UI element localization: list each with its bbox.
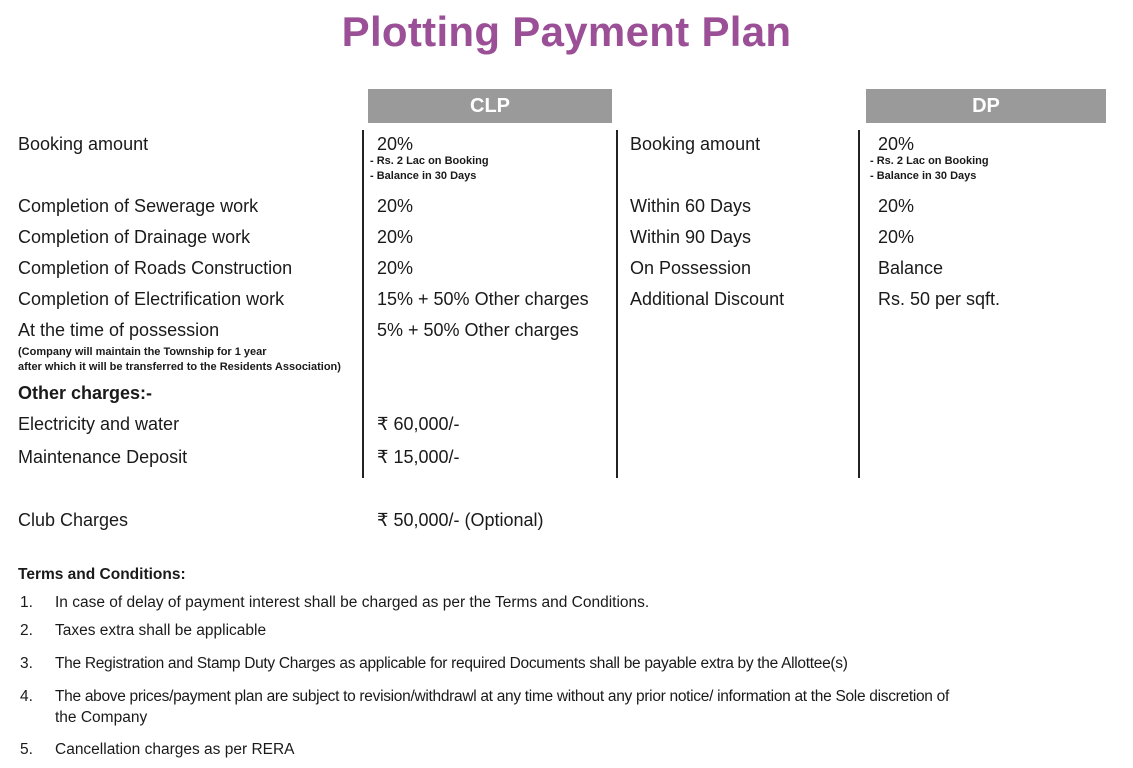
clp-value-sewerage: 20% bbox=[377, 196, 414, 216]
clp-value-drainage: 20% bbox=[377, 227, 414, 247]
possession-note-line1: (Company will maintain the Township for 1 year bbox=[18, 346, 267, 358]
dp-value-booking: 20% bbox=[878, 134, 915, 154]
dp-label-discount: Additional Discount bbox=[630, 289, 785, 309]
clp-booking-note-1: - Rs. 2 Lac on Booking bbox=[370, 155, 489, 167]
term-text-4-continued: the Company bbox=[55, 709, 148, 726]
dp-value-possession: Balance bbox=[878, 258, 944, 278]
term-number-5: 5. bbox=[20, 741, 33, 758]
dp-label-possession: On Possession bbox=[630, 258, 752, 278]
other-charge-label-electricity: Electricity and water bbox=[18, 414, 180, 434]
dp-label-60days: Within 60 Days bbox=[630, 196, 752, 216]
term-text-1: In case of delay of payment interest shall be charged as per the Terms and Conditions. bbox=[55, 594, 650, 611]
clp-value-booking: 20% bbox=[377, 134, 414, 154]
term-number-4: 4. bbox=[20, 688, 33, 705]
term-text-2: Taxes extra shall be applicable bbox=[55, 622, 267, 639]
term-number-2: 2. bbox=[20, 622, 33, 639]
clp-header: CLP bbox=[368, 89, 612, 123]
other-charge-value-maintenance: ₹ 15,000/- bbox=[377, 447, 460, 467]
dp-value-60days: 20% bbox=[878, 196, 915, 216]
clp-value-roads: 20% bbox=[377, 258, 414, 278]
clp-label-roads: Completion of Roads Construction bbox=[18, 258, 293, 278]
clp-label-sewerage: Completion of Sewerage work bbox=[18, 196, 259, 216]
dp-value-discount: Rs. 50 per sqft. bbox=[878, 289, 1001, 309]
dp-value-90days: 20% bbox=[878, 227, 915, 247]
dp-separator bbox=[858, 130, 860, 478]
club-charges-label: Club Charges bbox=[18, 510, 129, 530]
clp-label-possession: At the time of possession bbox=[18, 320, 220, 340]
terms-heading: Terms and Conditions: bbox=[18, 566, 186, 583]
term-number-3: 3. bbox=[20, 655, 33, 672]
dp-booking-note-1: - Rs. 2 Lac on Booking bbox=[870, 155, 989, 167]
dp-header: DP bbox=[866, 89, 1106, 123]
other-charge-value-electricity: ₹ 60,000/- bbox=[377, 414, 460, 434]
term-number-1: 1. bbox=[20, 594, 33, 611]
club-charges-value: ₹ 50,000/- (Optional) bbox=[377, 510, 544, 530]
other-charge-label-maintenance: Maintenance Deposit bbox=[18, 447, 188, 467]
page-title: Plotting Payment Plan bbox=[341, 8, 792, 55]
dp-label-90days: Within 90 Days bbox=[630, 227, 752, 247]
clp-label-electrification: Completion of Electrification work bbox=[18, 289, 285, 309]
clp-separator bbox=[362, 130, 364, 478]
dp-left-separator bbox=[616, 130, 618, 478]
clp-label-booking: Booking amount bbox=[18, 134, 149, 154]
possession-note-line2: after which it will be transferred to the Residents Association) bbox=[18, 361, 341, 373]
term-text-5: Cancellation charges as per RERA bbox=[55, 741, 295, 758]
other-charges-heading: Other charges:- bbox=[18, 383, 153, 403]
clp-value-possession: 5% + 50% Other charges bbox=[377, 320, 579, 340]
term-text-4: The above prices/payment plan are subject to revision/withdrawl at any time without any prior notice/ information at the Sole discretion of bbox=[55, 688, 949, 705]
term-text-3: The Registration and Stamp Duty Charges as applicable for required Documents shall be payable extra by the Allottee(s) bbox=[55, 655, 848, 672]
clp-booking-note-2: - Balance in 30 Days bbox=[370, 170, 477, 182]
dp-label-booking: Booking amount bbox=[630, 134, 761, 154]
clp-label-drainage: Completion of Drainage work bbox=[18, 227, 251, 247]
clp-value-electrification: 15% + 50% Other charges bbox=[377, 289, 589, 309]
dp-booking-note-2: - Balance in 30 Days bbox=[870, 170, 977, 182]
